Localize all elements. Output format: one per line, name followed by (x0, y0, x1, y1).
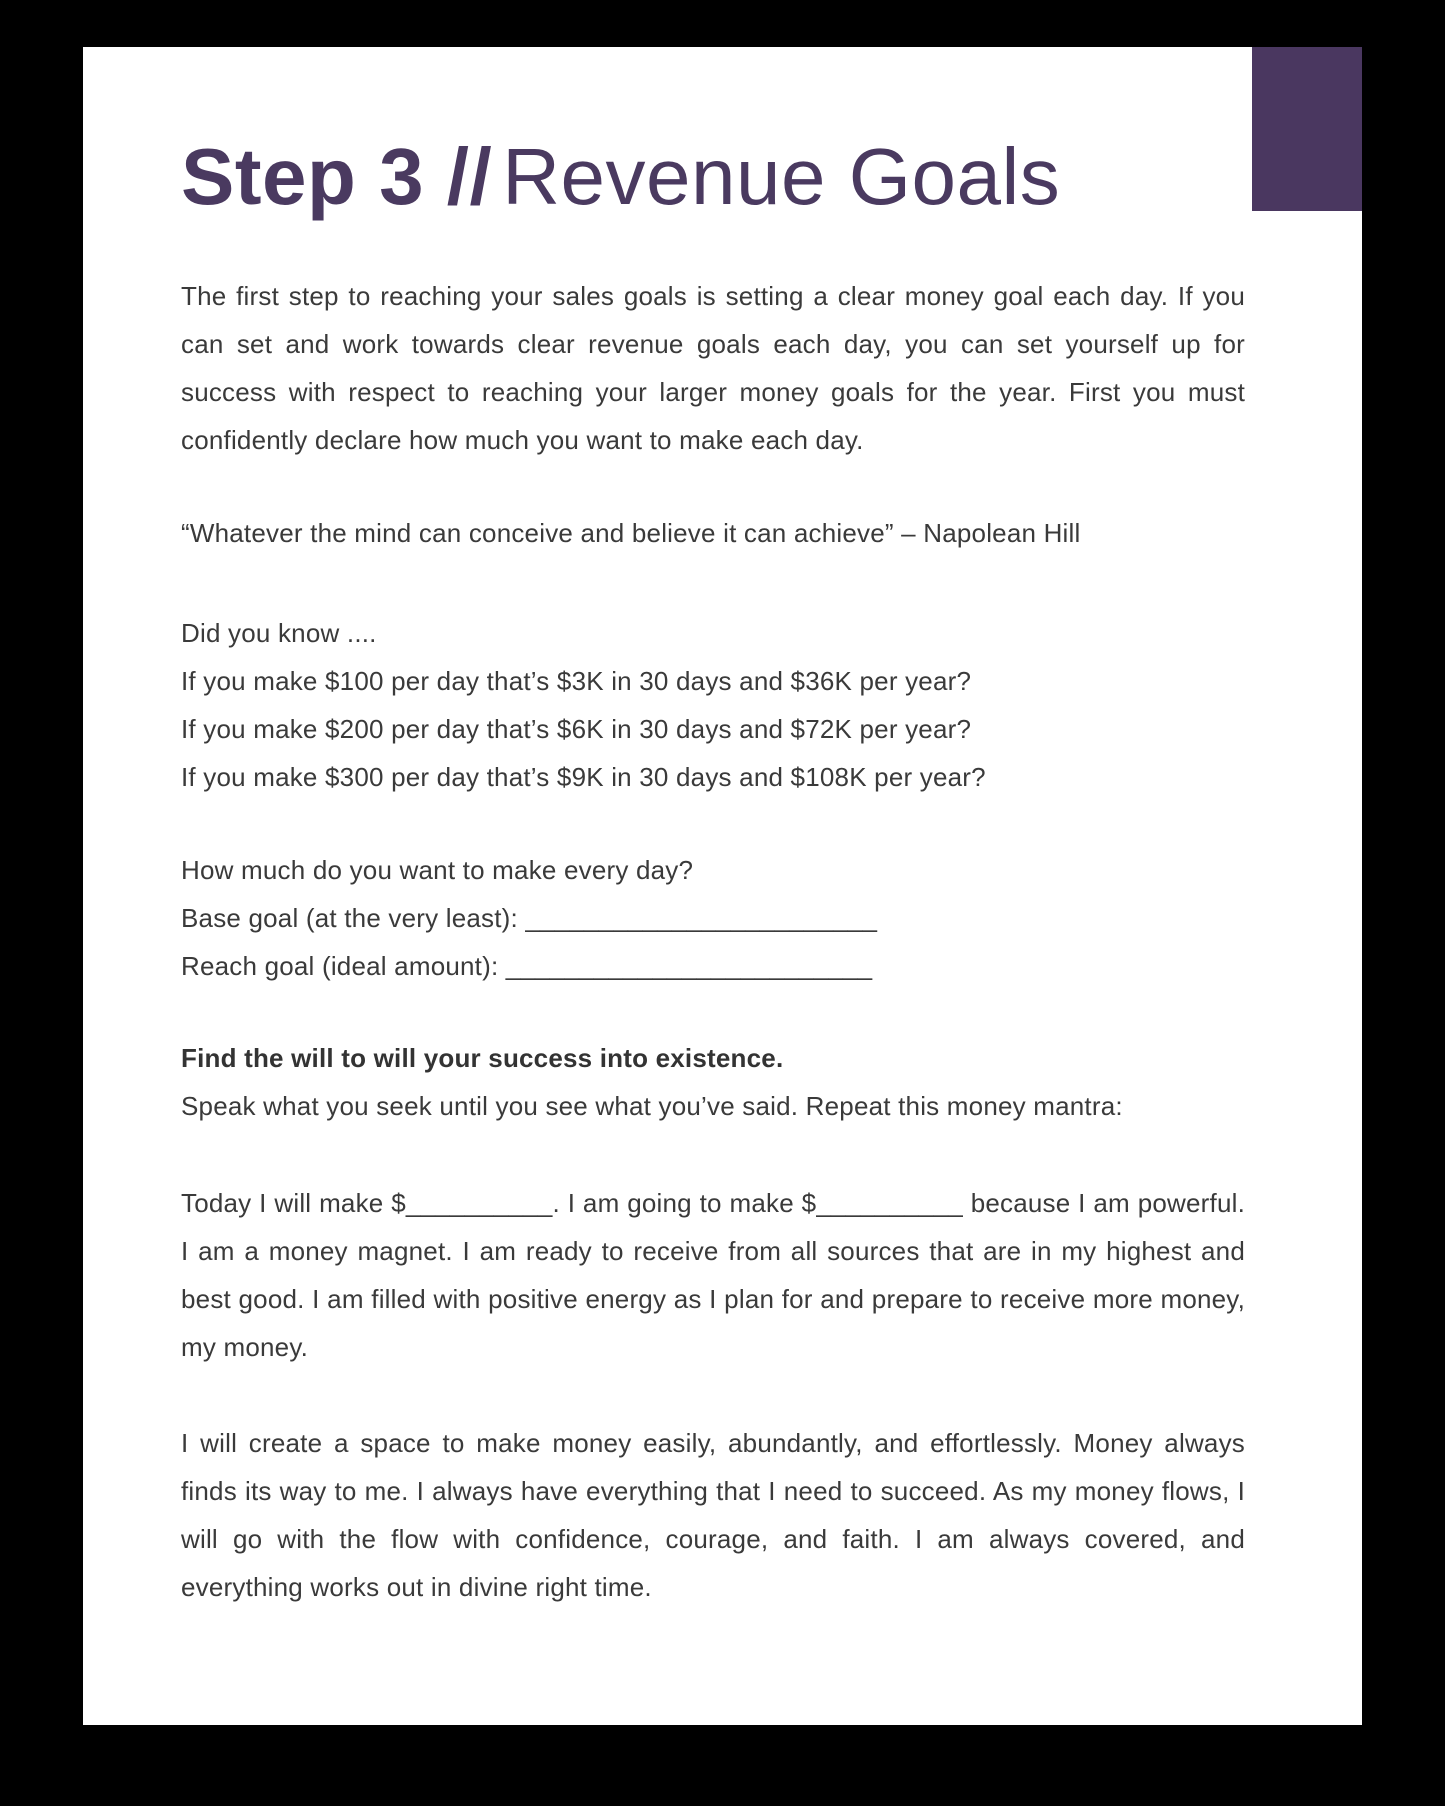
mantra-subheading: Speak what you seek until you see what you’ve said. Repeat this money mantra: (181, 1091, 1123, 1121)
reach-goal-line: Reach goal (ideal amount): _________________________ (181, 951, 873, 981)
title-topic: Revenue Goals (502, 132, 1061, 221)
affirmation-paragraph-2: I will create a space to make money easily, abundantly, and effortlessly. Money always finds its way to me. I always have everything that I need to succeed. As my money flows, I will go with the flow with confidence, courage, and faith. I am always covered, and everything works out in divine right time. (181, 1428, 1245, 1602)
did-you-know-heading: Did you know .... (181, 618, 377, 648)
fact-line: If you make $100 per day that’s $3K in 30 days and $36K per year? (181, 666, 972, 696)
page-content (181, 47, 1245, 1611)
base-goal-line: Base goal (at the very least): ________________________ (181, 903, 878, 933)
did-you-know-section (181, 609, 1245, 801)
quote-line: “Whatever the mind can conceive and believe it can achieve” – Napolean Hill (181, 518, 1081, 548)
goal-prompt-section (181, 846, 1245, 990)
mantra-intro-section (181, 1034, 1245, 1130)
affirmation-paragraph-1: Today I will make $__________. I am going to make $__________ because I am powerful. I am a money magnet. I am ready to receive from all sources that are in my highest and best good. I am filled with positive energy as I plan for and prepare to receive more money, my money. (181, 1188, 1245, 1362)
mantra-heading: Find the will to will your success into existence. (181, 1043, 784, 1073)
intro-paragraph: The first step to reaching your sales goals is setting a clear money goal each day. If you can set and work towards clear revenue goals each day, you can set yourself up for success with respect to reaching your larger money goals for the year. First you must confidently declare how much you want to make each day. (181, 281, 1245, 455)
fact-line: If you make $300 per day that’s $9K in 30 days and $108K per year? (181, 762, 986, 792)
accent-corner-block (1252, 47, 1362, 211)
goal-question: How much do you want to make every day? (181, 855, 694, 885)
worksheet-page (83, 47, 1362, 1725)
title-step-number: Step 3 // (181, 132, 493, 221)
page-title (181, 122, 1245, 232)
fact-line: If you make $200 per day that’s $6K in 30 days and $72K per year? (181, 714, 972, 744)
